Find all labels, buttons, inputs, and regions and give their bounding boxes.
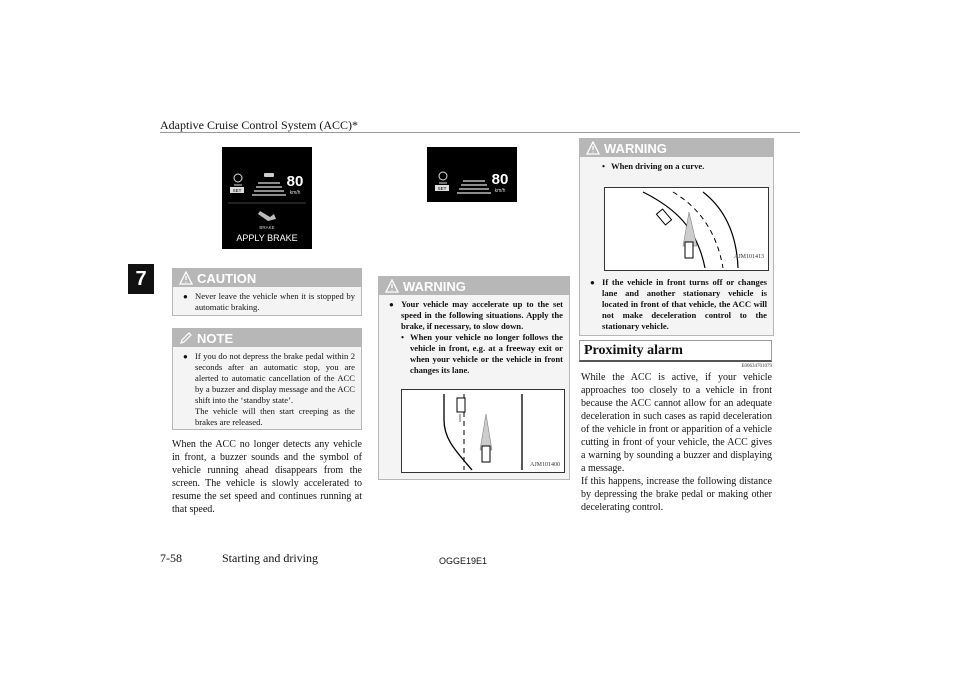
set-label: SET [232,188,242,193]
right-paragraph-1: While the ACC is active, if your vehicle approaches too closely to a vehicle in front because the ACC cannot allow for an adequate deceleration in such cases as rapid deceleration of the vehicle in front or apparition of a vehicle cutting in front of your vehicle, the ACC gives a warning by sounding a buzzer and displaying a message. [581,372,772,474]
warning-triangle-icon [586,141,600,155]
header-rule [160,132,800,133]
caution-item: ● Never leave the vehicle when it is stopped by automatic braking. [183,291,355,312]
set-label: SET [437,186,447,191]
caution-box [172,268,362,316]
warning-triangle-icon [179,271,193,285]
warning2-title: WARNING [604,140,667,156]
speed-value: 80 [491,171,509,188]
acc-icon [439,172,447,183]
footer-page: 7-58 [160,551,182,565]
warning1-title: WARNING [403,278,466,294]
footer-code: OGGE19E1 [439,556,488,566]
brake-pedal-icon [258,211,276,221]
right-paragraph-2: If this happens, increase the following distance by depressing the brake pedal or making other decelerating control. [581,476,772,513]
speed-unit: km/h [289,190,301,196]
warning1-item: ● Your vehicle may accelerate up to the set speed in the following situations. Apply the brake, if necessary, to slow down. [389,299,563,331]
speed-value: 80 [286,173,304,190]
speed-unit: km/h [494,188,506,194]
warning1-subitem: • When your vehicle no longer follows the vehicle in front, e.g. at a freeway exit or when your vehicle or the vehicle in front changes its lane. [401,332,563,375]
road-bars-icon [252,173,286,195]
right-paragraph [581,371,772,514]
left-paragraph: When the ACC no longer detects any vehicle in front, a buzzer sounds and the symbol of vehicle running ahead disappears from the screen. The vehicle is slowly accelerated to resume the set speed and continues running at that speed. [172,439,362,515]
chapter-tab: 7 [128,264,154,294]
figure-code: AJM101400 [529,462,560,468]
figure-code: AJM101413 [733,254,764,260]
curve-diagram [604,187,769,271]
note-box [172,328,362,430]
section-title: Proximity alarm [579,340,772,362]
freeway-exit-diagram [401,389,565,473]
caution-header [173,269,361,287]
display-graphic [222,147,312,249]
instrument-display-speed [427,147,517,202]
note-item: ● If you do not depress the brake pedal within 2 seconds after an automatic stop, you are alerted to automatic cancellation of the ACC by a buzzer and display message and the ACC shift into the ‘standby state’. The vehicle will then start creeping as the brakes are released. [183,351,355,427]
brake-label: BRAKE [259,225,275,230]
note-pencil-icon [179,331,193,345]
instrument-display-apply-brake [222,147,312,249]
display2-graphic [427,147,517,202]
section-code: E00634701079 [741,364,772,369]
caution-title: CAUTION [197,270,257,286]
road-bars-icon [457,181,491,193]
apply-brake-message: APPLY BRAKE [236,233,298,243]
warning2-header [580,139,773,157]
warning2-item: ● If the vehicle in front turns off or changes lane and another stationary vehicle is located in front of that vehicle, the ACC will not make deceleration control to the stationary vehicle. [590,277,767,331]
warning-box-2 [579,138,774,336]
warning2-subitem: • When driving on a curve. [602,161,705,171]
warning-box-1 [378,276,570,480]
acc-icon [234,174,242,185]
header-title: Adaptive Cruise Control System (ACC)* [160,118,358,132]
footer-section: Starting and driving [222,551,318,565]
note-header [173,329,361,347]
warning-triangle-icon [385,279,399,293]
warning1-header [379,277,569,295]
note-title: NOTE [197,330,234,346]
